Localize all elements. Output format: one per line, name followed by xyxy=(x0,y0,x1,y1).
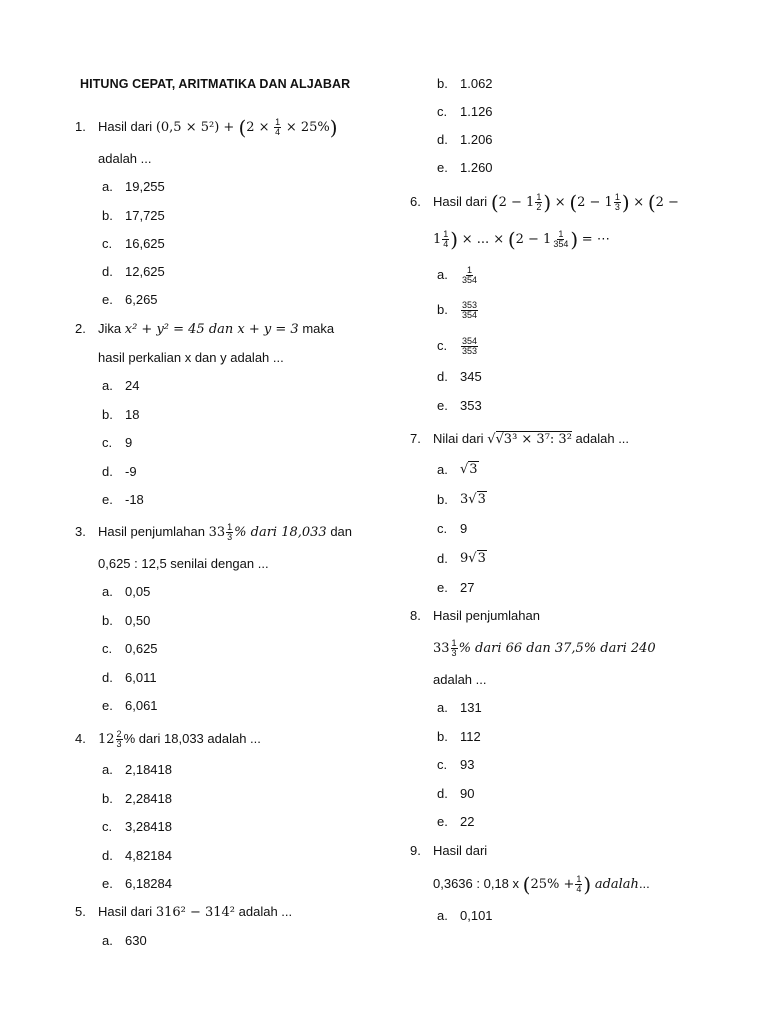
question-4 xyxy=(75,729,261,750)
math-expression: 2 − 1 xyxy=(577,195,613,210)
option-d: d. 9√3 xyxy=(437,551,486,566)
question-line: 0,3636 : 0,18 x (25% + $\frac{1}{4}$ ) adalah... xyxy=(433,872,650,897)
math-expression: 2 − 1 xyxy=(498,195,535,210)
question-2 xyxy=(75,320,335,338)
question-tail: adalah ... xyxy=(575,431,630,446)
question-3 xyxy=(75,522,353,543)
math-expression: % dari 18,033 xyxy=(234,525,327,540)
question-number: 8. xyxy=(410,608,421,623)
option-c: c. 3,28418 xyxy=(102,819,172,834)
math-expression: 316² − 314² xyxy=(155,905,236,920)
option-a: a. 24 xyxy=(102,378,140,393)
question-6: 6. Hasil dari (2 − 1 $\frac{1}{2}$ ) × (2 − 1 $\frac{1}{3}$ ) × (2 − xyxy=(410,190,679,215)
fraction: $\frac{1}{354}$ xyxy=(553,229,569,250)
ellipsis: ... xyxy=(638,876,650,891)
math-expression: (0,5 × 5²) + xyxy=(155,120,239,135)
math-operator: × ... × xyxy=(461,232,505,247)
option-c: c. 0,625 xyxy=(102,641,158,656)
option-a: a. $\frac{1}{354}$ xyxy=(437,265,478,286)
option-a: a. √3 xyxy=(437,462,478,477)
page-title: HITUNG CEPAT, ARITMATIKA DAN ALJABAR xyxy=(80,77,351,91)
math-expression: 2 × xyxy=(246,120,270,135)
option-b: b. 1.062 xyxy=(437,76,493,91)
mixed-whole: 33 xyxy=(433,641,450,656)
option-b: b. 112 xyxy=(437,729,481,744)
math-expression: x² + y² = 45 dan x + y = 3 xyxy=(124,322,299,337)
question-lead: Hasil dari xyxy=(98,904,153,919)
question-number: 4. xyxy=(75,731,86,746)
fraction: $\frac{1}{3}$ xyxy=(614,192,620,213)
mixed-whole: 1 xyxy=(433,232,442,247)
option-e: e. 22 xyxy=(437,814,475,829)
option-b: b. 18 xyxy=(102,407,140,422)
math-operator: × xyxy=(633,195,645,210)
sqrt-expression: √√3³ × 3⁷: 3² xyxy=(487,432,572,447)
option-b: b. 3√3 xyxy=(437,492,486,507)
fraction: $\frac{1}{2}$ xyxy=(536,192,542,213)
question-tail: maka xyxy=(302,321,335,336)
option-c: c. 16,625 xyxy=(102,236,165,251)
question-number: 2. xyxy=(75,321,86,336)
option-b: b. $\frac{353}{354}$ xyxy=(437,300,478,321)
option-d: d. 1.206 xyxy=(437,132,493,147)
option-b: b. 0,50 xyxy=(102,613,151,628)
option-c: c. 9 xyxy=(437,521,468,536)
option-e: e. 6,265 xyxy=(102,292,158,307)
question-number: 1. xyxy=(75,119,86,134)
question-line: 0,625 : 12,5 senilai dengan ... xyxy=(98,556,269,571)
question-number: 7. xyxy=(410,431,421,446)
question-tail: adalah ... xyxy=(238,904,293,919)
option-c: c. 9 xyxy=(102,435,133,450)
option-e: e. 1.260 xyxy=(437,160,493,175)
question-line: adalah ... xyxy=(98,151,152,166)
question-lead: Nilai dari xyxy=(433,431,484,446)
question-number: 5. xyxy=(75,904,86,919)
math-expression: = ⋯ xyxy=(581,232,610,247)
option-d: d. 345 xyxy=(437,369,482,384)
option-a: a. 2,18418 xyxy=(102,762,172,777)
question-number: 9. xyxy=(410,843,421,858)
math-expression: × 25% xyxy=(285,120,330,135)
fraction: $\frac{1}{3}$ xyxy=(451,638,457,659)
question-8 xyxy=(410,607,540,625)
question-lead: Hasil penjumlahan xyxy=(433,608,540,623)
math-expression: 2 − xyxy=(655,195,679,210)
math-expression: 25% + xyxy=(530,877,575,892)
option-a: a. 19,255 xyxy=(102,179,165,194)
option-e: e. 6,061 xyxy=(102,698,158,713)
option-d: d. 12,625 xyxy=(102,264,165,279)
option-b: b. 2,28418 xyxy=(102,791,172,806)
question-7 xyxy=(410,430,630,448)
fraction: $\frac{354}{353}$ xyxy=(462,336,478,357)
option-b: b. 17,725 xyxy=(102,208,165,223)
question-line: 1 $\frac{1}{4}$ ) × ... × (2 − 1 $\frac{1}{354}$ ) = ⋯ xyxy=(433,227,610,252)
option-e: e. 27 xyxy=(437,580,475,595)
math-expression: 0,3636 : 0,18 x xyxy=(433,876,520,891)
option-d: d. 90 xyxy=(437,786,475,801)
fraction: $\frac{1}{3}$ xyxy=(227,522,233,543)
option-e: e. 353 xyxy=(437,398,482,413)
option-d: d. 6,011 xyxy=(102,670,157,685)
option-c: c. 1.126 xyxy=(437,104,493,119)
question-lead: Hasil penjumlahan xyxy=(98,524,205,539)
question-number: 3. xyxy=(75,524,86,539)
question-lead: Hasil dari xyxy=(98,119,153,134)
fraction: $\frac{1}{4}$ xyxy=(443,229,449,250)
fraction: $\frac{1}{354}$ xyxy=(462,265,478,286)
question-lead: Hasil dari xyxy=(433,194,488,209)
question-tail: % dari 18,033 adalah ... xyxy=(123,731,261,746)
fraction: $\frac{1}{4}$ xyxy=(275,117,281,138)
option-c: c. $\frac{354}{353}$ xyxy=(437,336,478,357)
option-d: d. -9 xyxy=(102,464,137,479)
mixed-whole: 33 xyxy=(208,525,226,540)
math-expression: adalah xyxy=(594,877,639,892)
question-line: hasil perkalian x dan y adalah ... xyxy=(98,350,284,365)
math-operator: × xyxy=(554,195,566,210)
question-5 xyxy=(75,903,293,921)
question-line: adalah ... xyxy=(433,672,487,687)
question-line xyxy=(433,639,656,658)
option-e: e. -18 xyxy=(102,492,144,507)
fraction: $\frac{2}{3}$ xyxy=(116,729,122,750)
fraction: $\frac{353}{354}$ xyxy=(462,300,478,321)
option-a: a. 0,101 xyxy=(437,908,493,923)
option-a: a. 0,05 xyxy=(102,584,151,599)
option-d: d. 4,82184 xyxy=(102,848,172,863)
question-9 xyxy=(410,842,488,860)
question-tail: dan xyxy=(330,524,353,539)
math-expression: % dari 66 dan 37,5% dari 240 xyxy=(458,641,656,656)
option-c: c. 93 xyxy=(437,757,475,772)
question-1: 1. Hasil dari (0,5 × 5²) + (2 × $\frac{1}{4}$ × 25%) xyxy=(75,115,338,140)
option-a: a. 131 xyxy=(437,700,482,715)
option-e: e. 6,18284 xyxy=(102,876,172,891)
question-number: 6. xyxy=(410,194,421,209)
mixed-whole: 12 xyxy=(98,732,115,747)
question-lead: Hasil dari xyxy=(433,843,488,858)
option-a: a. 630 xyxy=(102,933,147,948)
fraction: $\frac{1}{4}$ xyxy=(576,874,582,895)
math-expression: 2 − 1 xyxy=(515,232,552,247)
question-lead: Jika xyxy=(98,321,122,336)
